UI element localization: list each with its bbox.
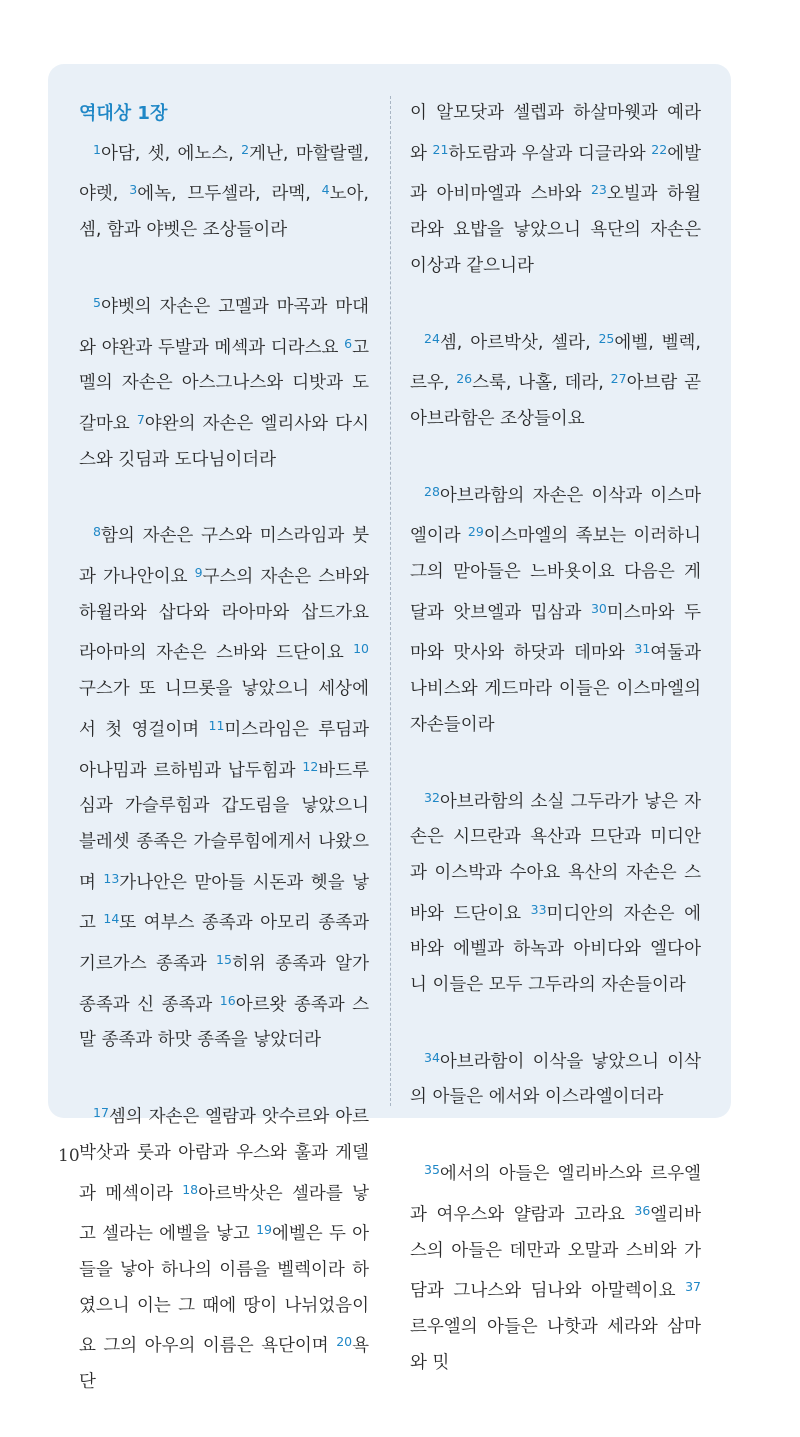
verse-number: 26 [456,371,473,387]
verse-text: 함의 자손은 구스와 미스라임과 붓과 가나안이요 [79,526,369,588]
verse-text: 게난, 마할랄렐, 야렛, [79,143,370,205]
verse-number: 6 [344,335,353,351]
verse-text: 엘리바스의 아들은 데만과 오말과 스비와 가담과 그나스와 딤나와 아말렉이요 [410,1204,701,1302]
right-column [410,96,701,1417]
paragraph [79,132,369,249]
paragraph [410,474,701,744]
verse-text: 바드루심과 가슬루힘과 갑도림을 낳았으니 블레셋 종족은 가슬루힘에게서 나왔으며 [79,760,369,893]
verse-number: 3 [129,182,138,198]
verse-text: 아브라함이 이삭을 낳았으니 이삭의 아들은 에서와 이스라엘이더라 [410,1051,701,1108]
verse-number: 17 [93,1105,109,1121]
verse-number: 33 [530,901,547,917]
verse-text: 아담, 셋, 에노스, [100,143,242,164]
verse-text: 여둘과 나비스와 게드마라 이들은 이스마엘의 자손들이라 [410,643,701,735]
verse-text: 아르왓 종족과 스말 종족과 하맛 종족을 낳았더라 [79,994,369,1051]
verse-number: 28 [424,483,440,499]
verse-number: 34 [424,1049,440,1065]
verse-number: 4 [321,182,330,198]
verse-number: 16 [219,992,236,1008]
verse-text: 욕단 [79,1336,369,1393]
verse-text: 아르박삿은 셀라를 낳고 셀라는 에벨을 낳고 [79,1183,369,1245]
verse-number: 24 [424,330,440,346]
verse-text: 구스가 또 니므롯을 낳았으니 세상에서 첫 영걸이며 [79,679,369,740]
verse-number: 27 [610,371,627,387]
verse-number: 14 [103,911,120,927]
verse-text: 셈의 자손은 엘람과 앗수르와 아르박삿과 룻과 아람과 우스와 훌과 게델과 메섹이라 [79,1107,369,1204]
verse-text: 미디안의 자손은 에바와 에벨과 하녹과 아비다와 엘다아니 이들은 모두 그두라의 자손들이라 [410,903,701,996]
verse-number: 12 [302,758,319,774]
verse-number: 9 [194,565,203,581]
verse-text: 야벳의 자손은 고멜과 마곡과 마대와 야완과 두발과 메섹과 디라스요 [79,296,369,358]
verse-number: 8 [93,524,101,540]
paragraph [410,1040,701,1116]
verse-text: 아브라함의 소실 그두라가 낳은 자손은 시므란과 욕산과 므단과 미디안과 이스박과 수아요 욕산의 자손은 스바와 드단이요 [410,791,701,924]
verse-text: 에서의 아들은 엘리바스와 르우엘과 여우스와 얄람과 고라요 [410,1164,701,1225]
verse-text: 에녹, 므두셀라, 라멕, [137,184,322,205]
left-column [79,96,369,1437]
verse-number: 19 [256,1222,272,1238]
verse-number: 37 [685,1279,701,1295]
page-number: 10 [58,1146,80,1166]
paragraph [79,514,369,1059]
verse-number: 21 [432,141,449,157]
verse-number: 35 [424,1162,440,1178]
verse-text: 오빌과 하윌라와 요밥을 낳았으니 욕단의 자손은 이상과 같으니라 [410,184,701,276]
verse-number: 31 [634,641,651,657]
paragraph [79,1095,369,1401]
verse-number: 18 [182,1181,199,1197]
chapter-title: 역대상 1장 [79,103,168,124]
verse-number: 15 [216,952,232,968]
verse-text: 야완의 자손은 엘리사와 다시스와 깃딤과 도다님이더라 [79,413,369,470]
verse-text: 히위 종족과 알가 종족과 신 종족과 [79,954,369,1015]
verse-text: 에벨, 벨렉, 르우, [410,332,701,394]
verse-number: 1 [93,141,101,157]
paragraph [410,780,701,1004]
verse-number: 23 [590,182,607,198]
paragraph [410,96,701,285]
verse-number: 20 [336,1334,353,1350]
verse-number: 32 [424,789,440,805]
verse-text: 미스마와 두마와 맛사와 하닷과 데마와 [410,602,701,664]
paragraph [410,1152,701,1381]
verse-text: 구스의 자손은 스바와 하윌라와 삽다와 라아마와 삽드가요 라아마의 자손은 스바와 드단이요 [79,567,369,664]
verse-text: 아브라함의 자손은 이삭과 이스마엘이라 [410,485,701,547]
verse-text: 또 여부스 종족과 아모리 종족과 기르가스 종족과 [79,913,369,975]
verse-number: 7 [136,411,145,427]
verse-number: 11 [208,717,225,733]
verse-text: 아브람 곧 아브라함은 조상들이요 [410,373,701,429]
column-divider [390,96,391,1106]
verse-number: 22 [651,141,668,157]
verse-number: 2 [241,141,250,157]
paragraph [410,321,701,438]
verse-number: 10 [353,641,369,657]
verse-number: 30 [590,600,607,616]
verse-text: 가나안은 맏아들 시돈과 헷을 낳고 [79,872,369,934]
verse-number: 25 [598,330,615,346]
verse-number: 29 [467,524,484,540]
verse-text: 스룩, 나홀, 데라, [472,373,611,394]
verse-text: 이 알모닷과 셀렙과 하살마웻과 예라와 [410,103,701,164]
verse-text: 고멜의 자손은 아스그나스와 디밧과 도갈마요 [79,337,369,434]
verse-text: 노아, 셈, 함과 야벳은 조상들이라 [79,184,369,241]
verse-text: 에벨은 두 아들을 낳아 하나의 이름을 벨렉이라 하였으니 이는 그 때에 땅이 나뉘었음이요 그의 아우의 이름은 욕단이며 [79,1224,369,1357]
verse-text: 하도람과 우살과 디글라와 [448,143,652,164]
verse-text: 셈, 아르박삿, 셀라, [439,332,599,353]
verse-text: 이스마엘의 족보는 이러하니 그의 맏아들은 느바욧이요 다음은 게달과 앗브엘과 밉삼과 [410,526,701,623]
verse-number: 13 [103,870,120,886]
verse-text: 에발과 아비마엘과 스바와 [410,143,701,205]
verse-text: 미스라임은 루딤과 아나밈과 르하빔과 납두힘과 [79,719,369,781]
verse-number: 5 [93,294,101,310]
verse-number: 36 [634,1202,651,1218]
verse-text: 르우엘의 아들은 나핫과 세라와 삼마와 밋 [410,1316,701,1373]
paragraph [79,285,369,479]
